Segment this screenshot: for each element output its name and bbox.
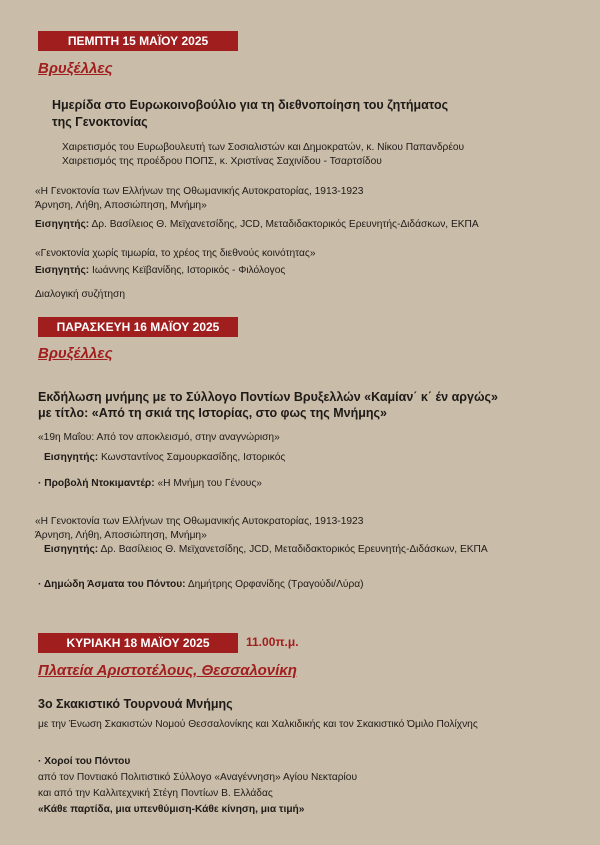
day2-documentary (38, 477, 262, 491)
day1-greeting-2: Χαιρετισμός της προέδρου ΠΟΠΣ, κ. Χριστίνας Σαχινίδου - Τσαρτσίδου (62, 156, 382, 167)
day1-talk1-speaker (35, 218, 479, 232)
day3-dances-line1: από τον Ποντιακό Πολιτιστικό Σύλλογο «Αναγέννηση» Αγίου Νεκταρίου (38, 772, 358, 783)
speaker-label: Εισηγητής: (35, 219, 90, 230)
speaker-name: Δρ. Βασίλειος Θ. Μεϊχανετσίδης, JCD, Μεταδιδακτορικός Ερευνητής-Διδάσκων, ΕΚΠΑ (91, 219, 479, 230)
day1-talk1-title-line1: «Η Γενοκτονία των Ελλήνων της Οθωμανικής Αυτοκρατορίας, 1913-1923 (35, 186, 364, 197)
songs-label: · Δημώδη Άσματα του Πόντου: (38, 579, 186, 590)
day3-title: 3ο Σκακιστικό Τουρνουά Μνήμης (38, 697, 233, 711)
day3-dances-line2: και από την Καλλιτεχνική Στέγη Ποντίων Β. Ελλάδας (38, 788, 273, 799)
day2-talk2-speaker (44, 543, 488, 557)
day2-talk1-title: «19η Μαΐου: Από τον αποκλεισμό, στην αναγνώριση» (38, 432, 280, 443)
speaker-name: Ιωάννης Κεϊβανίδης, Ιστορικός - Φιλόλογος (92, 265, 286, 276)
day2-talk1-speaker (44, 451, 285, 465)
speaker-label: Εισηγητής: (44, 452, 99, 463)
day1-discussion: Διαλογική συζήτηση (35, 289, 125, 300)
day2-title-line1: Εκδήλωση μνήμης με το Σύλλογο Ποντίων Βρυξελλών «Καμίαν΄ κ΄ έν αργώς» (38, 390, 498, 404)
day2-talk2-title-line2: Άρνηση, Λήθη, Αποσιώπηση, Μνήμη» (35, 530, 207, 541)
day1-title-line1: Ημερίδα στο Ευρωκοινοβούλιο για τη διεθνοποίηση του ζητήματος (52, 98, 449, 112)
day2-city: Βρυξέλλες (38, 345, 113, 362)
speaker-label: Εισηγητής: (44, 544, 99, 555)
songs-performer: Δημήτρης Ορφανίδης (Τραγούδι/Λύρα) (187, 579, 364, 590)
speaker-label: Εισηγητής: (35, 265, 90, 276)
day2-talk2-title-line1: «Η Γενοκτονία των Ελλήνων της Οθωμανικής Αυτοκρατορίας, 1913-1923 (35, 516, 364, 527)
day1-city: Βρυξέλλες (38, 60, 113, 77)
day3-time: 11.00π.μ. (246, 635, 299, 649)
day1-talk2-speaker (35, 264, 285, 278)
day1-date-banner: ΠΕΜΠΤΗ 15 ΜΑΪΟΥ 2025 (38, 31, 238, 51)
day3-motto: «Κάθε παρτίδα, μια υπενθύμιση-Κάθε κίνηση, μια τιμή» (38, 804, 305, 815)
speaker-name: Δρ. Βασίλειος Θ. Μεϊχανετσίδης, JCD, Μεταδιδακτορικός Ερευνητής-Διδάσκων, ΕΚΠΑ (100, 544, 488, 555)
documentary-title: «Η Μνήμη του Γένους» (157, 478, 262, 489)
day3-city: Πλατεία Αριστοτέλους, Θεσσαλονίκη (38, 662, 297, 679)
day1-greeting-1: Χαιρετισμός του Ευρωβουλευτή των Σοσιαλιστών και Δημοκρατών, κ. Νίκου Παπανδρέου (62, 142, 465, 153)
day2-date-banner: ΠΑΡΑΣΚΕΥΗ 16 ΜΑΪΟΥ 2025 (38, 317, 238, 337)
day3-subtitle: με την Ένωση Σκακιστών Νομού Θεσσαλονίκης και Χαλκιδικής και τον Σκακιστικό Όμιλο Πολίχνης (38, 719, 478, 730)
day1-talk1-title-line2: Άρνηση, Λήθη, Αποσιώπηση, Μνήμη» (35, 200, 207, 211)
day2-songs (38, 578, 364, 592)
documentary-label: · Προβολή Ντοκιμαντέρ: (38, 478, 155, 489)
day3-dances-label: · Χοροί του Πόντου (38, 756, 131, 767)
day2-title-line2: με τίτλο: «Από τη σκιά της Ιστορίας, στο φως της Μνήμης» (38, 406, 387, 420)
day1-talk2-title: «Γενοκτονία χωρίς τιμωρία, το χρέος της διεθνούς κοινότητας» (35, 248, 316, 259)
speaker-name: Κωνσταντίνος Σαμουρκασίδης, Ιστορικός (101, 452, 286, 463)
day3-date-banner: ΚΥΡΙΑΚΗ 18 ΜΑΪΟΥ 2025 (38, 633, 238, 653)
day1-title-line2: της Γενοκτονίας (52, 115, 148, 129)
